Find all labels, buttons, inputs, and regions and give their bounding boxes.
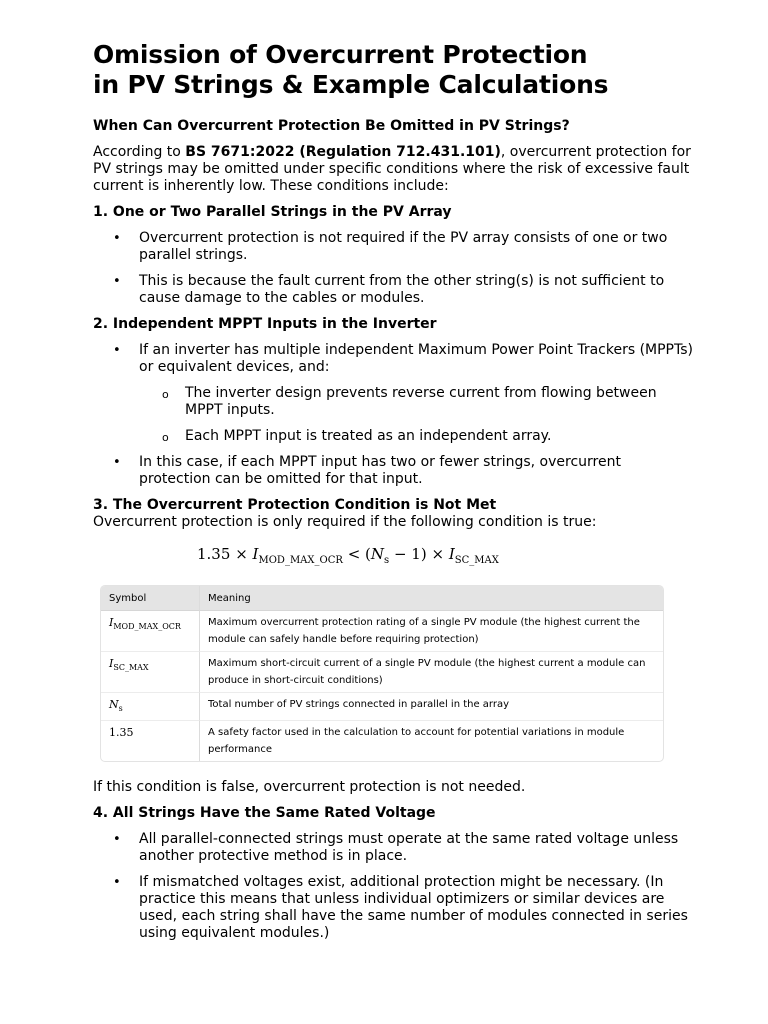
column-header: Meaning [200,586,663,611]
symbol-table [100,585,664,762]
intro-paragraph [93,144,693,195]
list-item: • All parallel-connected strings must operate at the same rated voltage unless another protective method is in place. [93,831,693,865]
table-header-row [101,586,663,611]
formula-var: I [252,545,259,563]
document [93,40,693,942]
formula-operator: < [347,545,361,563]
formula-sub: s [384,555,390,566]
sub-list-item: o The inverter design prevents reverse current from flowing between MPPT inputs. [93,385,693,419]
table-row [101,721,663,761]
symbol-cell: $N_s$ [101,693,200,721]
list-item: • This is because the fault current from the other string(s) is not sufficient to cause damage to the cables or modules. [93,273,693,307]
formula-operator: × [431,545,445,563]
title-line-1: Omission of Overcurrent Protection [93,40,588,69]
condition-formula [197,543,693,572]
formula-var: I [448,545,455,563]
intro-text-cont: , overcurrent protection for PV strings may be omitted under specific conditions where the risk of excessive fault current is inherently low. These conditions include: [93,144,691,194]
section-3-heading: 3. The Overcurrent Protection Condition is Not Met [93,497,497,513]
section-1-list [93,230,693,307]
list-item: • Overcurrent protection is not required if the PV array consists of one or two parallel strings. [93,230,693,264]
formula-operator: − 1 [393,545,421,563]
condition-note: If this condition is false, overcurrent protection is not needed. [93,779,526,796]
symbol-cell: $I_{MOD\_MAX\_OCR}$ [101,611,200,652]
meaning-cell: Maximum overcurrent protection rating of a single PV module (the highest current the module can safely handle before requiring protection) [200,611,663,652]
list-item: • If mismatched voltages exist, additional protection might be necessary. (In practice this means that unless individual optimizers or similar devices are used, each string shall have the same number of modules connected in series using equivalent modules.) [93,874,693,942]
section-4-heading: 4. All Strings Have the Same Rated Voltage [93,805,436,822]
title-line-2: in PV Strings & Example Calculations [93,70,609,99]
formula-paren: ( [365,545,371,563]
section-2-list [93,342,693,376]
table-row [101,611,663,652]
column-header: Symbol [101,586,200,611]
formula-paren: ) [420,545,427,563]
section-4-list [93,831,693,942]
subtitle: When Can Overcurrent Protection Be Omitted in PV Strings? [93,118,570,134]
list-item: • In this case, if each MPPT input has two or fewer strings, overcurrent protection can be omitted for that input. [93,454,693,488]
list-item-text: If an inverter has multiple independent Maximum Power Point Trackers (MPPTs) or equivalent devices, and: [139,342,693,375]
list-item [93,342,693,376]
section-2-list-cont [93,454,693,488]
intro-text: According to [93,144,186,160]
formula-operator: × [235,545,248,563]
meaning-cell: Total number of PV strings connected in parallel in the array [200,693,663,721]
formula-factor: 1.35 [197,545,231,563]
formula-sub: SC_MAX [454,555,499,566]
symbol-cell: $I_{SC\_MAX}$ [101,652,200,693]
sub-list-item: o Each MPPT input is treated as an independent array. [93,428,693,445]
section-2-heading: 2. Independent MPPT Inputs in the Inverter [93,316,437,332]
table-row [101,652,663,693]
regulation-reference: BS 7671:2022 (Regulation 712.431.101) [185,144,501,160]
section-3-text: Overcurrent protection is only required if the following condition is true: [93,514,597,530]
section-2-sublist [93,385,693,445]
formula-sub: MOD_MAX_OCR [258,555,343,566]
meaning-cell: Maximum short-circuit current of a single PV module (the highest current a module can produce in short-circuit conditions) [200,652,663,693]
meaning-cell: A safety factor used in the calculation to account for potential variations in module performance [208,727,625,756]
table-row [101,693,663,721]
formula-var: N [370,545,385,563]
symbol-cell: 1.35 [101,721,200,761]
page-title [93,40,693,100]
section-1-heading: 1. One or Two Parallel Strings in the PV Array [93,204,452,220]
